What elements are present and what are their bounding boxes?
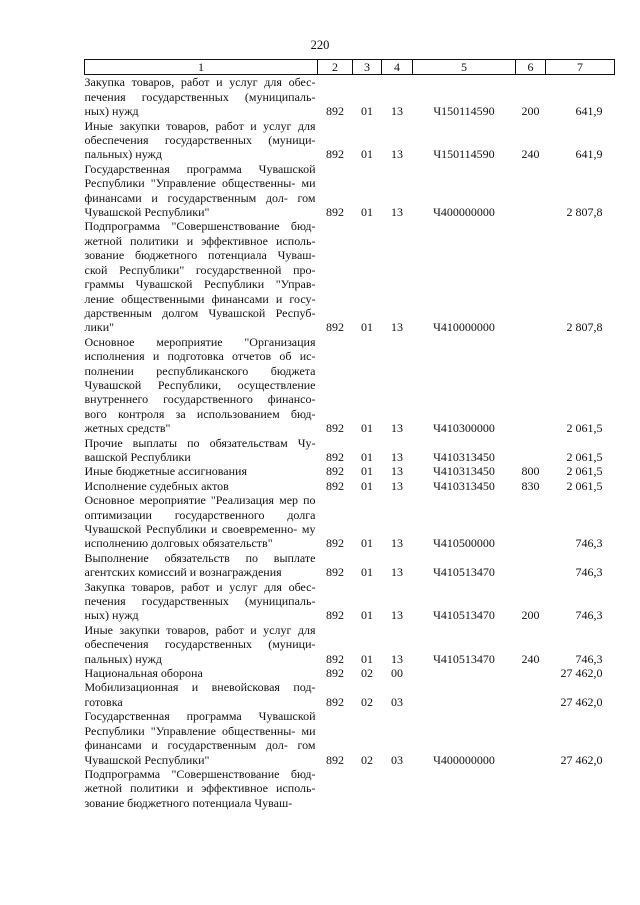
page-number: 220 [310,38,330,52]
table-row [85,75,615,119]
table-row [85,464,615,478]
ministry-code: 892 [326,464,344,479]
ministry-code: 892 [326,752,344,767]
ministry-code: 892 [326,147,344,162]
table-row [85,335,615,436]
item-name: Иные закупки товаров, работ и услуг для обеспечения государственных (муници- пальных) нужд [84,622,316,666]
target-article-code: Ч150114590 [433,104,495,119]
subsection-code: 03 [391,752,403,767]
section-code [353,767,382,810]
amount: 2 061,5 [566,464,603,479]
amount: 746,3 [575,651,603,666]
table-row [85,162,615,220]
table-body [85,75,615,810]
expense-type-code [516,219,546,334]
section-code: 01 [361,205,373,220]
column-header: 3 [353,60,382,75]
ministry-code: 892 [326,694,344,709]
header-row [85,60,615,75]
target-article-code: Ч410513470 [433,565,495,580]
section-code: 02 [361,694,373,709]
column-header: 5 [413,60,516,75]
item-name: Мобилизационная и вневойсковая под- готовка [84,680,316,709]
target-article-code: Ч400000000 [433,205,495,220]
amount: 641,9 [575,104,603,119]
ministry-code [318,767,353,810]
section-code: 01 [361,147,373,162]
item-name: Подпрограмма "Совершенствование бюд- жетной политики и эффективное исполь- зование бюджетного потенциала Чуваш- [84,766,316,810]
item-name: Закупка товаров, работ и услуг для обес- печения государственных (муниципаль- ных) нужд [84,75,316,119]
target-article-code: Ч410313450 [433,478,495,493]
table-row [85,219,615,334]
table-row [85,119,615,162]
column-header: 7 [546,60,615,75]
subsection-code: 13 [391,536,403,551]
subsection-code: 13 [391,205,403,220]
amount: 2 061,5 [566,421,603,436]
column-header: 1 [85,60,318,75]
ministry-code: 892 [326,651,344,666]
expense-type-code: 800 [521,464,540,479]
target-article-code [413,666,516,680]
section-code: 01 [361,608,373,623]
section-code: 01 [361,449,373,464]
section-code: 01 [361,421,373,436]
amount: 746,3 [575,565,603,580]
section-code: 01 [361,651,373,666]
expense-type-code: 830 [521,478,540,493]
column-header: 2 [318,60,353,75]
item-name: Подпрограмма "Совершенствование бюд- жетной политики и эффективное исполь- зование бюджетного потенциала Чуваш- ской Республики" государственной про- граммы Чувашской Республики "Управ- ление общественными финансами и госу- дарственным долгом Чувашской Респуб- лики" [84,219,316,335]
expense-type-code [516,551,546,580]
table-row [85,551,615,580]
target-article-code: Ч410513470 [433,608,495,623]
item-name: Выполнение обязательств по выплате агентских комиссий и вознаграждения [84,550,316,580]
subsection-code: 13 [391,478,403,493]
section-code: 01 [361,536,373,551]
subsection-code: 13 [391,449,403,464]
subsection-code: 13 [391,147,403,162]
subsection-code: 13 [391,421,403,436]
item-name: Основное мероприятие "Организация исполнения и подготовка отчетов об ис- полнении республиканского бюджета Чувашской Республики, осуществление внутреннего государственного финансо- вого контроля за использованием бюд- жетных средств" [84,334,316,436]
subsection-code: 13 [391,104,403,119]
section-code: 01 [361,104,373,119]
budget-table [84,59,615,810]
table-row [85,479,615,493]
expense-type-code [516,493,546,551]
section-code: 01 [361,478,373,493]
subsection-code: 13 [391,320,403,335]
ministry-code: 892 [326,666,344,681]
item-name: Основное мероприятие "Реализация мер по оптимизации государственного долга Чувашской Республики и своевременно- му исполнению долговых обязательств" [84,493,316,551]
expense-type-code: 200 [521,608,540,623]
table-row [85,623,615,666]
amount: 641,9 [575,147,603,162]
subsection-code: 13 [391,651,403,666]
target-article-code: Ч400000000 [433,752,495,767]
column-header: 4 [382,60,413,75]
ministry-code: 892 [326,565,344,580]
amount: 746,3 [575,608,603,623]
target-article-code: Ч410513470 [433,651,495,666]
expense-type-code: 240 [521,147,540,162]
target-article-code: Ч410313450 [433,464,495,479]
section-code: 01 [361,320,373,335]
target-article-code: Ч410300000 [433,421,495,436]
expense-type-code [516,162,546,220]
subsection-code [382,767,413,810]
ministry-code: 892 [326,608,344,623]
subsection-code: 13 [391,608,403,623]
table-row [85,680,615,709]
expense-type-code [516,335,546,436]
table-row [85,767,615,810]
ministry-code: 892 [326,320,344,335]
section-code: 02 [361,666,373,681]
section-code: 01 [361,464,373,479]
target-article-code: Ч150114590 [433,147,495,162]
item-name: Государственная программа Чувашской Республики "Управление общественны- ми финансами и государственным дол- гом Чувашской Республики" [84,161,316,220]
target-article-code [413,767,516,810]
subsection-code: 13 [391,464,403,479]
ministry-code: 892 [326,478,344,493]
expense-type-code: 240 [521,651,540,666]
table-row [85,436,615,465]
ministry-code: 892 [326,449,344,464]
item-name: Государственная программа Чувашской Республики "Управление общественны- ми финансами и государственным дол- гом Чувашской Республики" [84,709,316,767]
amount [546,767,615,810]
expense-type-code: 200 [521,104,540,119]
table-row [85,580,615,623]
amount: 2 807,8 [566,320,603,335]
item-name: Исполнение судебных актов [84,478,229,493]
subsection-code: 03 [391,694,403,709]
ministry-code: 892 [326,536,344,551]
item-name: Иные бюджетные ассигнования [84,464,247,479]
item-name: Национальная оборона [84,666,203,681]
expense-type-code [516,709,546,767]
table-row [85,666,615,680]
ministry-code: 892 [326,205,344,220]
item-name: Прочие выплаты по обязательствам Чу- вашской Республики [84,435,316,464]
subsection-code: 00 [391,666,403,681]
expense-type-code [516,767,546,810]
ministry-code: 892 [326,104,344,119]
table-row [85,493,615,551]
target-article-code: Ч410313450 [433,449,495,464]
target-article-code: Ч410500000 [433,536,495,551]
expense-type-code [516,436,546,465]
section-code: 02 [361,752,373,767]
column-header: 6 [516,60,546,75]
target-article-code: Ч410000000 [433,320,495,335]
amount: 27 462,0 [560,694,603,709]
item-name: Закупка товаров, работ и услуг для обес- печения государственных (муниципаль- ных) нужд [84,579,316,623]
subsection-code: 13 [391,565,403,580]
amount: 27 462,0 [560,752,603,767]
amount: 2 061,5 [566,478,603,493]
ministry-code: 892 [326,421,344,436]
expense-type-code [516,680,546,709]
section-code: 01 [361,565,373,580]
amount: 2 807,8 [566,205,603,220]
table-row [85,709,615,767]
amount: 2 061,5 [566,449,603,464]
item-name: Иные закупки товаров, работ и услуг для обеспечения государственных (муници- пальных) нужд [84,118,316,162]
amount: 27 462,0 [560,666,603,681]
target-article-code [413,680,516,709]
expense-type-code [516,666,546,680]
amount: 746,3 [575,536,603,551]
